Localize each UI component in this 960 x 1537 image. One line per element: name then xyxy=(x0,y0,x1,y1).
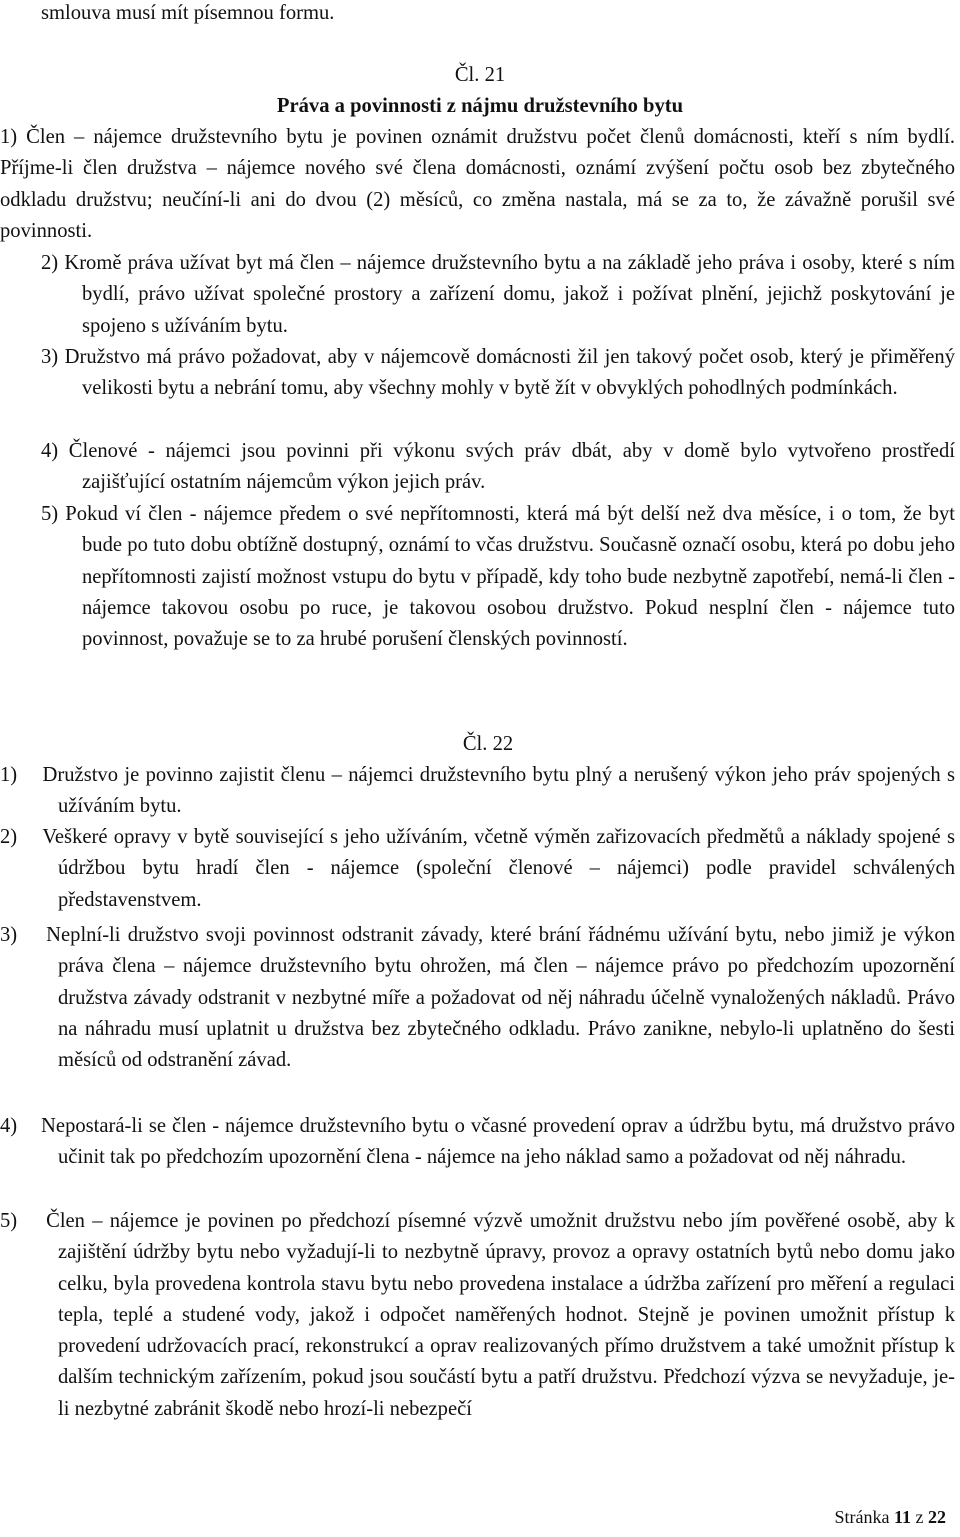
article-21-number: Čl. 21 xyxy=(454,64,506,86)
art22-item-2: 2) Veškeré opravy v bytě související s jeho užíváním, včetně výměn zařizovacích předmětů a náklady spojené s údržbou bytu hradí člen - nájemce (společní členové – nájemci) podle pravidel schválených představenstvem. xyxy=(0,826,955,911)
footer-page-number: 11 xyxy=(893,1507,911,1527)
art22-item-1: 1) Družstvo je povinno zajistit členu – nájemci družstevního bytu plný a nerušený výkon jeho práv spojených s užíváním bytu. xyxy=(0,764,955,818)
article-22-number: Čl. 22 xyxy=(462,733,514,755)
art22-item-4: 4) Nepostará-li se člen - nájemce družstevního bytu o včasné provedení oprav a údržbu bytu, má družstvo právo učinit tak po předchozím upozornění člena - nájemce na jeho náklad samo a požadovat od něj náhradu. xyxy=(0,1115,955,1169)
art21-item-5: 5) Pokud ví člen - nájemce předem o své nepřítomnosti, která má být delší než dva měsíce, i o tom, že byt bude po tuto dobu obtížně dostupný, oznámí to včas družstvu. Současně označí osobu, která po dobu jeho nepřítomnosti zajistí možnost vstupu do bytu v případě, kdy toho bude nezbytně zapotřebí, nemá-li člen - nájemce takovou osobu po ruce, je takovou osobou družstvo. Pokud nesplní člen - nájemce tuto povinnost, považuje se to za hrubé porušení členských povinností. xyxy=(41,503,955,651)
art21-item-3: 3) Družstvo má právo požadovat, aby v nájemcově domácnosti žil jen takový počet osob, který je přiměřený velikosti bytu a nebrání tomu, aby všechny mohly v bytě žít v obvyklých pohodlných podmínkách. xyxy=(41,346,955,400)
footer-total-pages: 22 xyxy=(928,1507,946,1527)
art22-item-5: 5) Člen – nájemce je povinen po předchozí písemné výzvě umožnit družstvu nebo jím pověřené osobě, aby k zajištění údržby bytu nebo vyžadují-li to nezbytně úpravy, provoz a opravy ostatních bytů nebo domu jako celku, byla provedena kontrola stavu bytu nebo provedena instalace a údržba zařízení pro měření a regulaci tepla, teplé a studené vody, jakož i odpočet naměřených hodnot. Stejně je povinen umožnit přístup k provedení udržovacích prací, rekonstrukcí a oprav realizovaných přímo družstvem a také umožnit přístup k dalším technickým zařízením, pokud jsou součástí bytu a patří družstvu. Předchozí výzva se nevyžaduje, je-li nezbytné zabránit škodě nebo hrozí-li nebezpečí xyxy=(0,1210,955,1420)
footer-middle: z xyxy=(911,1507,928,1527)
art21-item-4: 4) Členové - nájemci jsou povinni při výkonu svých práv dbát, aby v domě bylo vytvořeno prostředí zajišťující ostatním nájemcům výkon jejich práv. xyxy=(41,440,955,494)
art22-item-3: 3) Neplní-li družstvo svoji povinnost odstranit závady, které brání řádnému užívání bytu, nebo jimiž je výkon práva člena – nájemce družstevního bytu ohrožen, má člen – nájemce právo po předchozím upozornění družstva závady odstranit v nezbytné míře a požadovat od něj náhradu účelně vynaložených nákladů. Právo na náhradu musí uplatnit u družstva bez zbytečného odkladu. Právo zanikne, nebylo-li uplatněno do šesti měsíců od odstranění závad. xyxy=(0,924,955,1072)
art21-item-1: 1) Člen – nájemce družstevního bytu je povinen oznámit družstvu počet členů domácnosti, kteří s ním bydlí. Příjme-li člen družstva – nájemce nového své člena domácnosti, oznámí zvýšení počtu osob bez zbytečného odkladu družstvu; neučíní-li ani do dvou (2) měsíců, co změna nastala, má se za to, že závažně porušil své povinnosti. xyxy=(0,126,955,242)
article-21-title: Práva a povinnosti z nájmu družstevního bytu xyxy=(276,95,684,117)
art21-item-2: 2) Kromě práva užívat byt má člen – nájemce družstevního bytu a na základě jeho práva i osoby, které s ním bydlí, právo užívat společné prostory a zařízení domu, jakož i požívat plnění, jejichž poskytování je spojeno s užíváním bytu. xyxy=(41,252,955,337)
footer-prefix: Stránka xyxy=(834,1507,894,1527)
top-line: smlouva musí mít písemnou formu. xyxy=(41,2,335,24)
page-footer xyxy=(835,1507,947,1528)
